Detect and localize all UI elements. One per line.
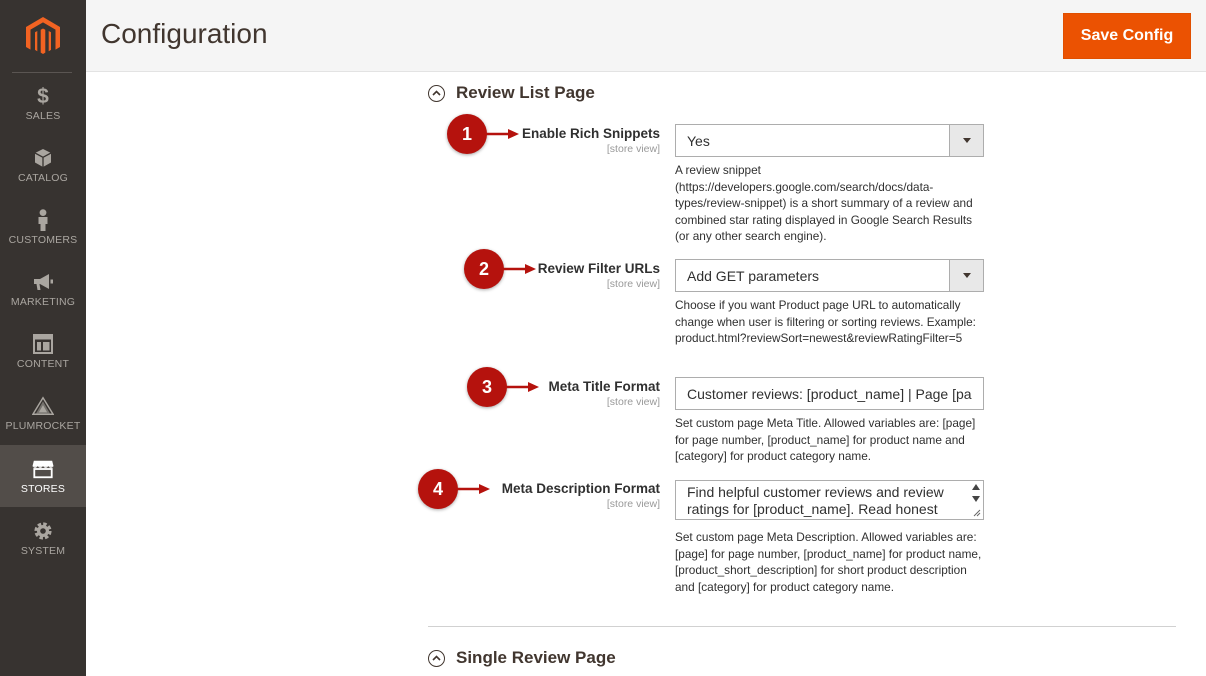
field-label-enable-rich-snippets: Enable Rich Snippets [store view] [521,126,660,155]
annotation-marker-4: 4 [418,469,458,509]
scope-label: [store view] [606,498,660,510]
scroll-up-icon[interactable] [972,484,980,490]
nav-item-plumrocket[interactable] [0,382,86,444]
nav-label: MARKETING [10,295,76,308]
section-review-list-toggle[interactable] [428,83,595,103]
nav-label: CATALOG [17,171,69,184]
page-header [86,0,1206,72]
annotation-arrow-icon [503,264,536,274]
nav-label: CUSTOMERS [8,233,78,246]
collapse-icon [428,650,445,667]
dollar-icon [32,85,54,107]
annotation-marker-3: 3 [467,367,507,407]
nav-item-system[interactable] [0,507,86,569]
nav-item-catalog[interactable] [0,134,86,196]
section-title: Single Review Page [456,648,616,667]
megaphone-icon [32,271,54,293]
field-label-meta-description-format: Meta Description Format [store view] [501,481,660,510]
field-note: Choose if you want Product page URL to automatically change when user is filtering or sorting reviews. Example: product.html?reviewSort=newest&reviewRatingFilter=5 [675,298,976,345]
store-icon [32,458,54,480]
scope-label: [store view] [606,143,660,155]
magento-logo[interactable] [0,0,86,72]
nav-label: SALES [25,109,61,122]
field-note: Set custom page Meta Title. Allowed variables are: [page] for page number, [product_name] for product name and [category] for product category name. [675,416,976,463]
layout-icon [32,333,54,355]
collapse-icon [428,85,445,102]
nav-label: PLUMROCKET [5,419,81,432]
nav-item-sales[interactable] [0,72,86,134]
field-label-review-filter-urls: Review Filter URLs [store view] [537,261,660,290]
chevron-down-icon [949,260,983,291]
gear-icon [32,520,54,542]
save-config-button[interactable]: Save Config [1063,13,1191,59]
chevron-down-icon [949,125,983,156]
meta-title-format-input[interactable] [675,377,984,410]
nav-label: SYSTEM [20,544,66,557]
section-title: Review List Page [456,83,595,102]
nav-item-content[interactable] [0,320,86,382]
nav-item-marketing[interactable] [0,258,86,320]
annotation-marker-2: 2 [464,249,504,289]
nav-item-customers[interactable] [0,196,86,258]
page-title: Configuration [101,18,268,49]
admin-sidebar [0,0,86,676]
textarea-scrollbar[interactable] [968,481,983,519]
nav-item-stores[interactable] [0,445,86,507]
magento-logo-icon [25,16,61,56]
field-note: Set custom page Meta Description. Allowed variables are: [page] for page number, [product_name] for product name, [product_short_description] for short product description and [category] for product category name. [675,530,982,594]
annotation-arrow-icon [506,382,539,392]
section-single-review-toggle[interactable] [428,648,616,668]
scope-label: [store view] [606,396,660,408]
plumrocket-icon [32,395,54,417]
person-icon [32,209,54,231]
section-divider [428,626,1176,627]
svg-text:$: $ [37,84,49,107]
cube-icon [32,147,54,169]
enable-rich-snippets-select[interactable]: Yes [675,124,984,157]
review-filter-urls-select[interactable]: Add GET parameters [675,259,984,292]
field-label-meta-title-format: Meta Title Format [store view] [548,379,660,408]
annotation-arrow-icon [457,484,490,494]
field-note: A review snippet (https://developers.google.com/search/docs/data-types/review-snippet) is a short summary of a review and combined star rating displayed in Google Search Results (or any other search engine). [675,163,973,243]
annotation-arrow-icon [486,129,519,139]
scope-label: [store view] [606,278,660,290]
nav-label: STORES [20,482,66,495]
annotation-marker-1: 1 [447,114,487,154]
scroll-down-icon[interactable] [972,496,980,502]
resize-grip-icon[interactable] [973,509,981,517]
meta-description-format-textarea[interactable] [675,480,984,520]
nav-label: CONTENT [16,357,70,370]
